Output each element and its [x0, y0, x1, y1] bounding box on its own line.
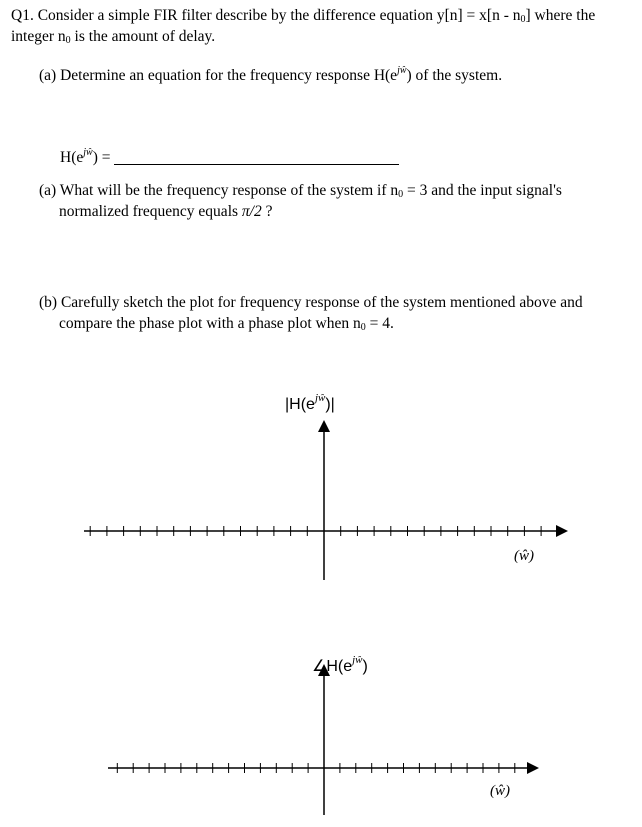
magnitude-x-label: (ŵ) — [514, 548, 534, 564]
part-b-line-1: (b) Carefully sketch the plot for frequency response of the system mentioned above and — [39, 294, 583, 311]
phase-x-label: (ŵ) — [490, 783, 510, 799]
answer-line[interactable]: $H(e^{jŵ})$ = — [60, 143, 399, 168]
part-a2-line-2: normalized frequency equals π/2 ? — [59, 203, 273, 220]
magnitude-plot-title: $|H(e^{jŵ})|$ — [285, 392, 335, 413]
question-line-1: Q1. Consider a simple FIR filter describe by the difference equation $y[n] = x[n - n_0]$ where the — [11, 7, 596, 25]
part-a2-line-1: (a) What will be the frequency response of the system if $n_0 = 3$ and the input signal's — [39, 182, 562, 200]
part-b-line-2: compare the phase plot with a phase plot when $n_0 = 4$. — [59, 315, 394, 333]
part-a-determine: (a) Determine an equation for the frequency response $H(e^{jŵ})$ of the system. — [39, 65, 503, 84]
phase-plot-title: $\angle H(e^{jŵ})$ — [312, 654, 368, 675]
question-line-2: integer $n_0$ is the amount of delay. — [11, 28, 216, 46]
